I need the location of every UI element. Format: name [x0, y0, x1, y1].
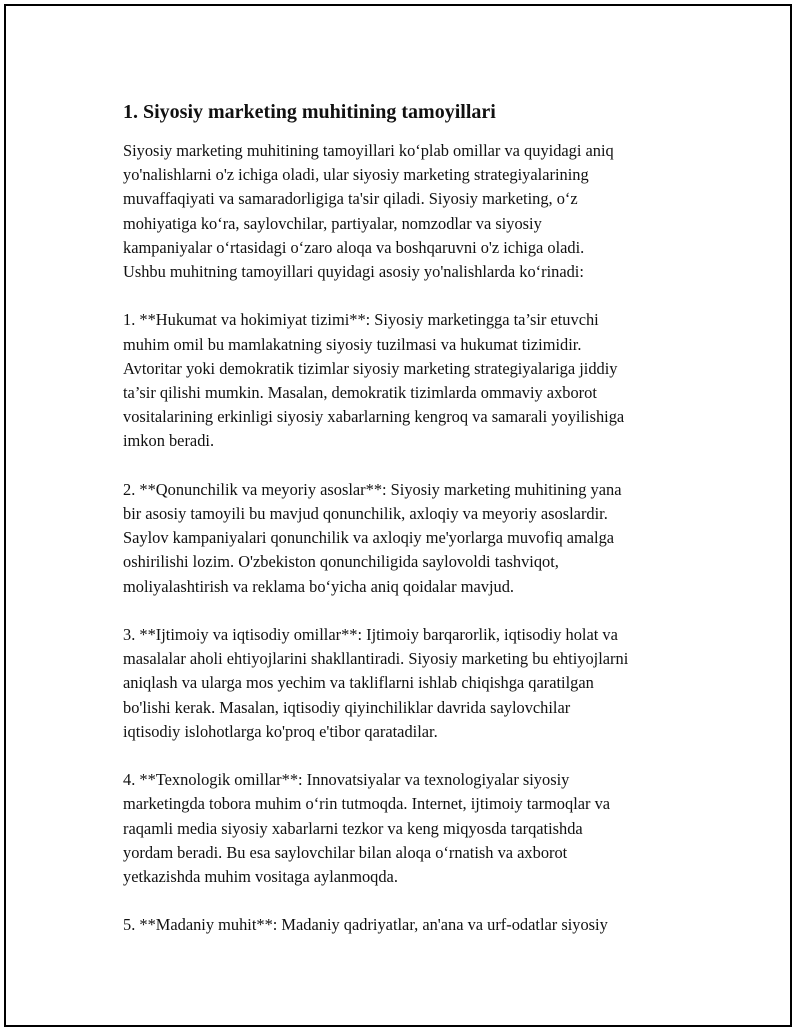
document-body	[123, 98, 703, 938]
text-line: bir asosiy tamoyili bu mavjud qonunchilik, axloqiy va meyoriy asoslardir.	[123, 504, 608, 524]
list-paragraph-5	[123, 913, 703, 937]
text-line: vositalarining erkinligi siyosiy xabarlarning kengroq va samarali yoyilishiga	[123, 407, 625, 427]
text-line: bo'lishi kerak. Masalan, iqtisodiy qiyinchiliklar davrida saylovchilar	[123, 697, 571, 717]
list-paragraph-3	[123, 623, 703, 744]
text-line: 5. **Madaniy muhit**: Madaniy qadriyatlar, an'ana va urf-odatlar siyosiy	[123, 915, 608, 935]
text-line: moliyalashtirish va reklama bo‘yicha aniq qoidalar mavjud.	[123, 576, 514, 596]
text-line: muhim omil bu mamlakatning siyosiy tuzilmasi va hukumat tizimidir.	[123, 334, 582, 354]
text-line: yo'nalishlarni o'z ichiga oladi, ular siyosiy marketing strategiyalarining	[123, 165, 589, 185]
text-line: Saylov kampaniyalari qonunchilik va axloqiy me'yorlarga muvofiq amalga	[123, 528, 615, 548]
text-line: raqamli media siyosiy xabarlarni tezkor va keng miqyosda tarqatishda	[123, 818, 583, 838]
text-line: yordam beradi. Bu esa saylovchilar bilan aloqa o‘rnatish va axborot	[123, 842, 568, 862]
text-line: aniqlash va ularga mos yechim va takliflarni ishlab chiqishga qaratilgan	[123, 673, 594, 693]
list-paragraph-2	[123, 478, 703, 599]
text-line: 2. **Qonunchilik va meyoriy asoslar**: Siyosiy marketing muhitining yana	[123, 479, 622, 499]
intro-paragraph	[123, 139, 703, 284]
text-line: yetkazishda muhim vositaga aylanmoqda.	[123, 867, 398, 887]
list-paragraph-4	[123, 768, 703, 889]
text-line: 4. **Texnologik omillar**: Innovatsiyalar va texnologiyalar siyosiy	[123, 770, 570, 790]
text-line: ta’sir qilishi mumkin. Masalan, demokratik tizimlarda ommaviy axborot	[123, 383, 597, 403]
text-line: Avtoritar yoki demokratik tizimlar siyosiy marketing strategiyalariga jiddiy	[123, 358, 618, 378]
text-line: 3. **Ijtimoiy va iqtisodiy omillar**: Ijtimoiy barqarorlik, iqtisodiy holat va	[123, 625, 618, 645]
text-line: Siyosiy marketing muhitining tamoyillari ko‘plab omillar va quyidagi aniq	[123, 141, 614, 160]
text-line: imkon beradi.	[123, 431, 215, 451]
text-line: marketingda tobora muhim o‘rin tutmoqda. Internet, ijtimoiy tarmoqlar va	[123, 794, 611, 814]
text-line: oshirilishi lozim. O'zbekiston qonunchiligida saylovoldi tashviqot,	[123, 552, 559, 572]
section-heading: 1. Siyosiy marketing muhitining tamoyillari	[123, 101, 496, 123]
text-line: muvaffaqiyati va samaradorligiga ta'sir qiladi. Siyosiy marketing, o‘z	[123, 189, 578, 209]
page-frame	[4, 4, 792, 1027]
text-line: 1. **Hukumat va hokimiyat tizimi**: Siyosiy marketingga ta’sir etuvchi	[123, 310, 599, 330]
text-line: iqtisodiy islohotlarga ko'proq e'tibor qaratadilar.	[123, 721, 438, 741]
text-line: masalalar aholi ehtiyojlarini shakllantiradi. Siyosiy marketing bu ehtiyojlarni	[123, 649, 629, 669]
text-line: mohiyatiga ko‘ra, saylovchilar, partiyalar, nomzodlar va siyosiy	[123, 213, 542, 233]
text-line: kampaniyalar o‘rtasidagi o‘zaro aloqa va boshqaruvni o'z ichiga oladi.	[123, 237, 585, 257]
list-paragraph-1	[123, 308, 703, 453]
text-line: Ushbu muhitning tamoyillari quyidagi asosiy yo'nalishlarda ko‘rinadi:	[123, 262, 584, 282]
